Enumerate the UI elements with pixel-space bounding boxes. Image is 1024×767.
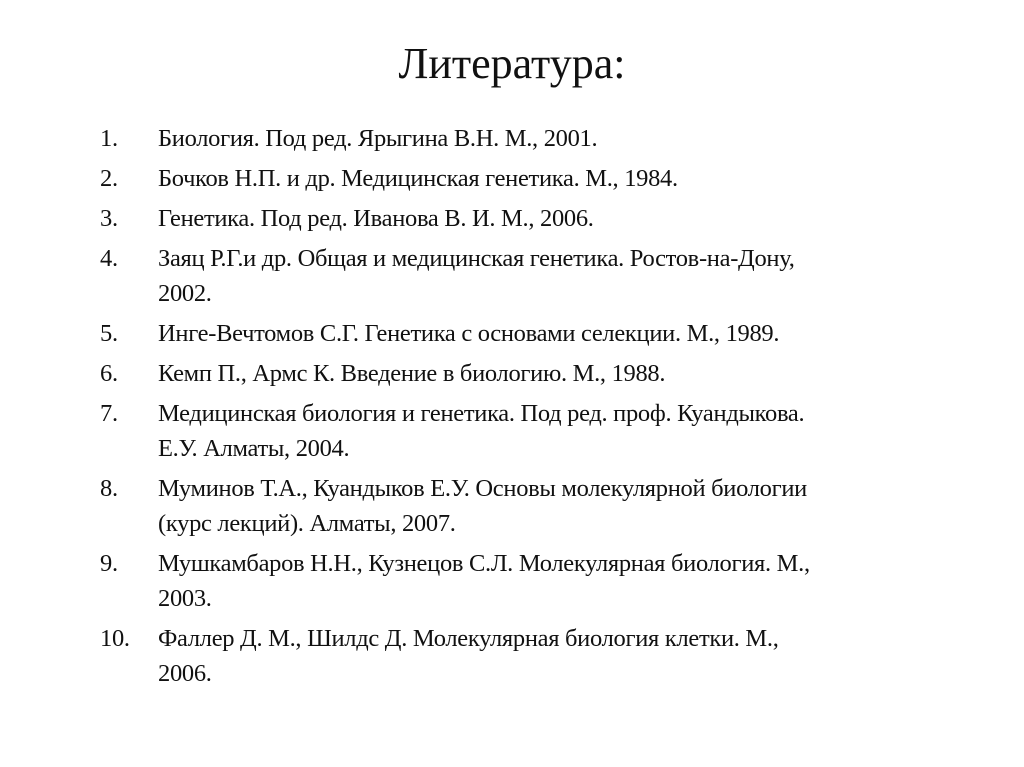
reference-number: 3. [100,205,118,232]
reference-item [100,241,960,311]
reference-number: 2. [100,165,118,192]
reference-item [100,471,960,541]
reference-number: 6. [100,360,118,387]
reference-number: 8. [100,475,118,502]
reference-text: Заяц Р.Г.и др. Общая и медицинская генетика. Ростов-на-Дону, 2002. [158,245,795,307]
reference-number: 4. [100,245,118,272]
reference-text: Инге-Вечтомов С.Г. Генетика с основами селекции. М., 1989. [158,320,780,347]
reference-item [100,356,960,391]
reference-text: Кемп П., Армс К. Введение в биологию. М., 1988. [158,360,666,387]
reference-item [100,121,960,156]
reference-item [100,201,960,236]
reference-number: 5. [100,320,118,347]
reference-number: 7. [100,400,118,427]
reference-number: 9. [100,550,118,577]
slide-title: Литература: [398,39,626,88]
reference-number: 1. [100,125,118,152]
reference-text: Бочков Н.П. и др. Медицинская генетика. М., 1984. [158,165,678,192]
reference-text: Муминов Т.А., Куандыков Е.У. Основы молекулярной биологии (курс лекций). Алматы, 2007. [158,475,807,537]
reference-item [100,316,960,351]
reference-text: Медицинская биология и генетика. Под ред. проф. Куандыкова. Е.У. Алматы, 2004. [158,400,805,462]
reference-item [100,396,960,466]
reference-text: Генетика. Под ред. Иванова В. И. М., 2006. [158,205,594,232]
reference-text: Мушкамбаров Н.Н., Кузнецов С.Л. Молекулярная биология. М., 2003. [158,550,810,612]
reference-item [100,161,960,196]
reference-number: 10. [100,625,130,652]
reference-text: Фаллер Д. М., Шилдс Д. Молекулярная биология клетки. М., 2006. [158,625,779,687]
reference-item [100,546,960,616]
reference-list [100,121,960,696]
reference-text: Биология. Под ред. Ярыгина В.Н. М., 2001. [158,125,598,152]
reference-item [100,621,960,691]
